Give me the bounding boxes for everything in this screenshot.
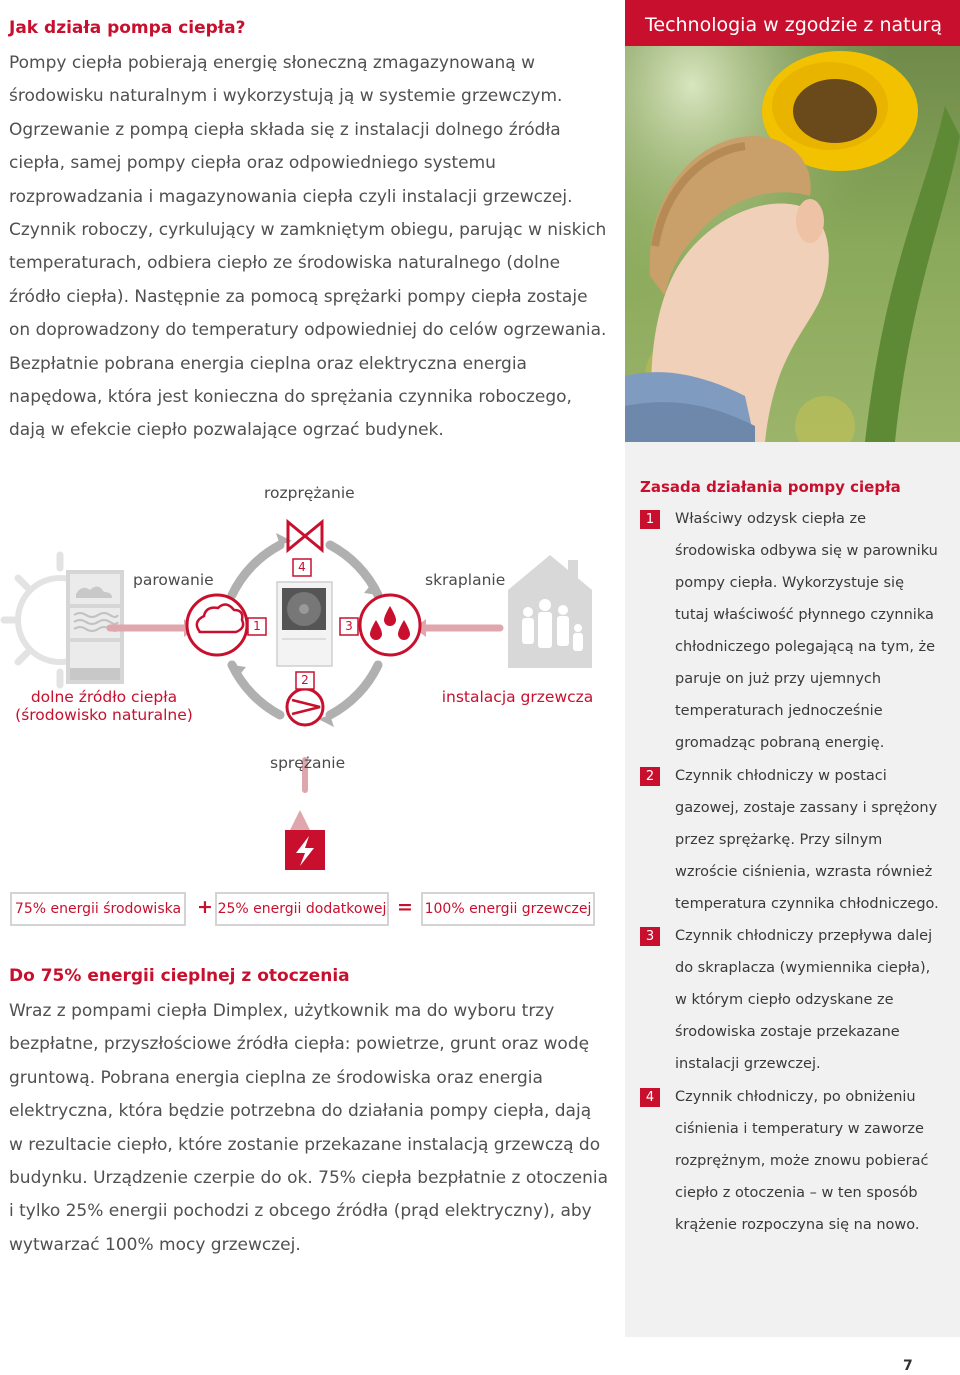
- step-number: 3: [640, 927, 660, 946]
- label-condensation: skraplanie: [425, 571, 506, 589]
- label-heat-source: dolne źródło ciepła (środowisko naturalne): [15, 688, 193, 724]
- step-number: 1: [640, 510, 660, 529]
- page-number: 7: [903, 1358, 913, 1374]
- step-number: 2: [640, 767, 660, 786]
- step-text: Właściwy odzysk ciepła ze środowiska odbywa się w parowniku pompy ciepła. Wykorzystuje się tutaj właściwość płynnego czynnika chłodniczego polegającą na tym, że paruje on już przy ujemnych temperaturach jednocześnie gromadząc pobraną energię.: [675, 511, 938, 751]
- heat-pump-unit-icon: [277, 582, 332, 666]
- step-text: Czynnik chłodniczy w postaci gazowej, zostaje zassany i sprężony przez sprężarkę. Przy silnym wzroście ciśnienia, wzrasta również temperatura czynnika chłodniczego.: [675, 768, 939, 912]
- heat-pump-diagram: [0, 460, 620, 930]
- intro-paragraph: Pompy ciepła pobierają energię słoneczną zmagazynowaną w środowisku naturalnym i wykorzystują ją w systemie grzewczym. Ogrzewanie z pompą ciepła składa się z instalacji dolnego źródła ciepła, samej pompy ciepła oraz odpowiedniego systemu rozprowadzania i magazynowania ciepła czyli instalacji grzewczej. Czynnik roboczy, cyrkulujący w zamkniętym obiegu, parując w niskich temperaturach, odbiera ciepło ze środowiska naturalnego (dolne źródło ciepła). Następnie za pomocą sprężarki pompy ciepła zostaje on doprowadzony do temperatury odpowiedniej do celów ogrzewania. Bezpłatnie pobrana energia cieplna oraz elektryczna energia napędowa, która jest konieczna do sprężania czynnika roboczego, dają w efekcie ciepło pozwalające ogrzać budynek.: [9, 53, 607, 441]
- label-heating-system: instalacja grzewcza: [441, 688, 594, 706]
- step-item-2: [640, 760, 940, 920]
- house-family-icon: [508, 555, 592, 668]
- step-item-1: [640, 503, 940, 759]
- step-item-4: [640, 1081, 940, 1241]
- expansion-valve-icon: [288, 522, 322, 550]
- compressor-icon: [287, 689, 323, 725]
- step-number: 4: [640, 1088, 660, 1107]
- plus-sign: +: [197, 896, 213, 918]
- step-text: Czynnik chłodniczy przepływa dalej do skraplacza (wymiennika ciepła), w którym ciepło odzyskane ze środowiska zostaje przekazane instalacji grzewczej.: [675, 928, 933, 1072]
- environment-energy-box: 75% energii środowiska: [10, 892, 186, 926]
- heating-energy-box: 100% energii grzewczej: [421, 892, 595, 926]
- label-expansion: rozprężanie: [264, 484, 355, 502]
- step-badge-3: 3: [345, 619, 353, 633]
- electricity-icon: [285, 810, 325, 870]
- cloud-evaporator-icon: [187, 595, 247, 655]
- section-banner: Technologia w zgodzie z naturą: [625, 0, 960, 46]
- step-badge-1: 1: [253, 619, 261, 633]
- steps-title: Zasada działania pompy ciepła: [640, 478, 901, 496]
- label-evaporation: parowanie: [133, 571, 214, 589]
- drops-condenser-icon: [360, 595, 420, 655]
- equals-sign: =: [397, 896, 413, 918]
- section2-title: Do 75% energii cieplnej z otoczenia: [9, 966, 350, 986]
- child-sunflower-photo: [625, 46, 960, 442]
- label-compression: sprężanie: [270, 754, 346, 772]
- step-badge-4: 4: [298, 560, 306, 574]
- step-item-3: [640, 920, 940, 1080]
- step-badge-2: 2: [301, 673, 309, 687]
- section2-paragraph: Wraz z pompami ciepła Dimplex, użytkownik ma do wyboru trzy bezpłatne, przyszłościowe źródła ciepła: powietrze, grunt oraz wodę gruntową. Pobrana energia cieplna ze środowiska oraz energia elektryczna, która będzie potrzebna do działania pompy ciepła, dają w rezultacie ciepło, które zostanie przekazane instalacją grzewczą do budynku. Urządzenie czerpie do ok. 75% ciepła bezpłatnie z otoczenia i tylko 25% energii pochodzi z obcego źródła (prąd elektryczny), aby wytwarzać 100% mocy grzewczej.: [9, 1001, 608, 1255]
- step-text: Czynnik chłodniczy, po obniżeniu ciśnienia i temperatury w zaworze rozprężnym, może znowu pobierać ciepło z otoczenia – w ten sposób krążenie rozpoczyna się na nowo.: [675, 1089, 929, 1233]
- additional-energy-box: 25% energii dodatkowej: [215, 892, 389, 926]
- intro-title: Jak działa pompa ciepła?: [9, 18, 246, 38]
